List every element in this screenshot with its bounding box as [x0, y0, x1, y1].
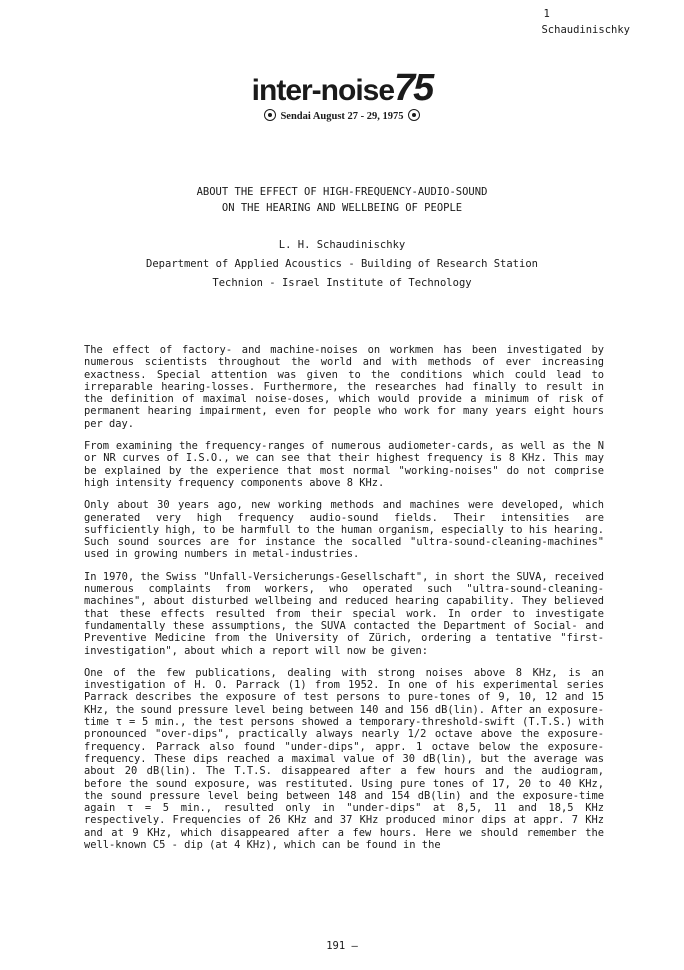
- body-paragraph: The effect of factory- and machine-noises on workmen has been investigated by numerous scientists throughout the world and with methods of ever increasing exactness. Special attention was given to the conditions which could lead to irreparable hearing-losses. Furthermore, the researches had finally to result in the definition of maximal noise-doses, which would provide a minimum of risk of permanent hearing impairment, even for people who work for many years eight hours per day.: [84, 344, 604, 430]
- conference-banner: [0, 67, 684, 122]
- body-paragraph: One of the few publications, dealing with strong noises above 8 KHz, is an investigation of H. O. Parrack (1) from 1952. In one of his experimental series Parrack describes the exposure of test persons to pure-tones of 9, 10, 12 and 15 KHz, the sound pressure level being between 140 and 156 dB(lin). After an exposure-time τ = 5 min., the test persons showed a temporary-threshold-swift (T.T.S.) with pronounced "over-dips", practically always nearly 1/2 octave above the exposure-frequency. Parrack also found "under-dips", appr. 1 octave below the exposure-frequency. These dips reached a maximal value of 30 dB(lin), but the average was about 20 dB(lin). The T.T.S. disappeared after a few hours and the audiogram, before the sound exposure, was restituted. Using pure tones of 17, 20 to 40 KHz, the sound pressure level being between 148 and 154 dB(lin) and the exposure-time again τ = 5 min., resulted only in "under-dips" at 8,5, 11 and 18,5 KHz respectively. Frequencies of 26 KHz and 37 KHz produced minor dips at appr. 7 KHz and at 9 KHz, which disappeared after a few hours. Here we should remember the well-known C5 - dip (at 4 KHz), which can be found in the: [84, 666, 604, 851]
- logo-year: 75: [394, 67, 433, 109]
- author-institution: Technion - Israel Institute of Technology: [212, 277, 472, 289]
- header-page-number: 1: [543, 8, 550, 20]
- header-author: Schaudinischky: [541, 24, 630, 36]
- body-paragraph: In 1970, the Swiss "Unfall-Versicherungs-Gesellschaft", in short the SUVA, received numerous complaints from workers, who operated such "ultra-sound-cleaning-machines", about disturbed wellbeing and reduced hearing capability. They believed that these effects resulted from their special work. In order to investigate fundamentally these assumptions, the SUVA contacted the Department of Social- and Preventive Medicine from the University of Zürich, ordering a tentative "first-investigation", about which a report will now be given:: [84, 570, 604, 657]
- author-department: Department of Applied Acoustics - Building of Research Station: [146, 258, 538, 270]
- conference-dates: Sendai August 27 - 29, 1975: [280, 111, 404, 122]
- page-header: [541, 6, 630, 38]
- conference-emblem-icon: [408, 109, 420, 121]
- body-paragraph: From examining the frequency-ranges of numerous audiometer-cards, as well as the N or NR curves of I.S.O., we can see that their highest frequency is 8 KHz. This may be explained by the experience that most normal "working-noises" do not comprise high intensity frequency components above 8 KHz.: [84, 440, 604, 489]
- paper-title: [0, 184, 684, 216]
- author-name: L. H. Schaudinischky: [278, 239, 406, 251]
- page-footer: 191 —: [326, 940, 358, 952]
- footer-page-number: 191: [326, 940, 346, 952]
- conference-details: [0, 109, 684, 122]
- author-block: [0, 236, 684, 293]
- title-line: ABOUT THE EFFECT OF HIGH-FREQUENCY-AUDIO-SOUND: [196, 186, 488, 198]
- paper-body: [84, 344, 604, 861]
- title-line: ON THE HEARING AND WELLBEING OF PEOPLE: [221, 202, 463, 214]
- body-paragraph: Only about 30 years ago, new working methods and machines were developed, which generated very high frequency audio-sound fields. Their intensities are sufficiently high, to be harmfull to the human organism, especially to his hearing. Such sound sources are for instance the socalled "ultra-sound-cleaning-machines" used in growing numbers in metal-industries.: [84, 499, 604, 561]
- conference-emblem-icon: [264, 109, 276, 121]
- logo-text: inter-noise: [251, 74, 395, 107]
- conference-logo: [0, 67, 684, 109]
